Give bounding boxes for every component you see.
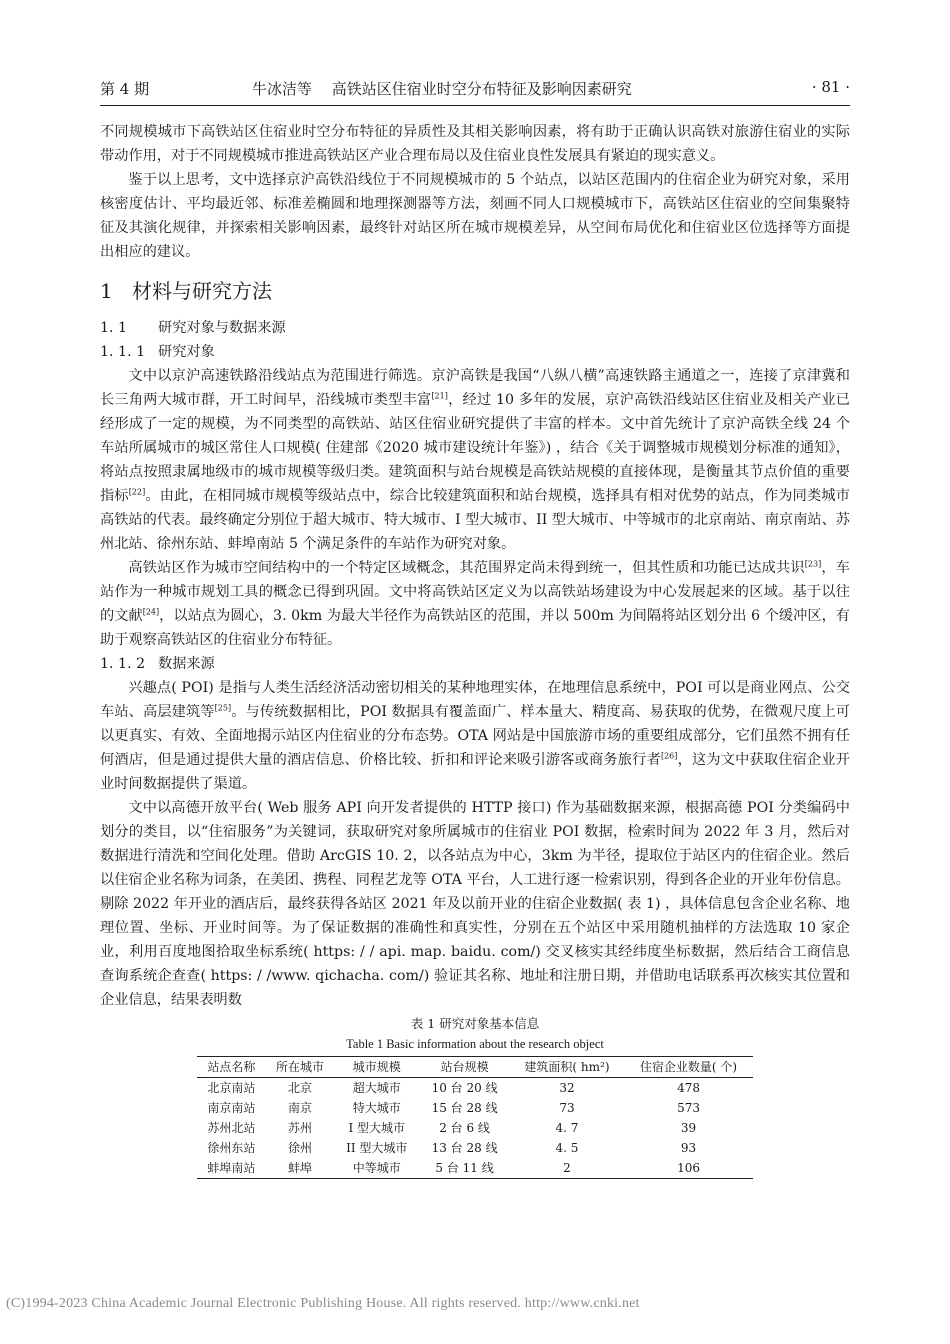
table-cell: 南京 xyxy=(287,1101,312,1115)
table-cell: 徐州东站 xyxy=(207,1141,256,1155)
table-cell: 南京南站 xyxy=(207,1101,256,1115)
table-cell: 北京 xyxy=(287,1081,312,1095)
table-header-cell: 站点名称 xyxy=(197,1057,266,1078)
table-row xyxy=(197,1118,753,1138)
subsection-number: 1. 1. 1 xyxy=(100,344,146,360)
running-title: 牛冰洁等 高铁站区住宿业时空分布特征及影响因素研究 xyxy=(252,80,632,98)
table-cell: 73 xyxy=(559,1101,575,1115)
table-cell: 15 台 28 线 xyxy=(431,1101,498,1115)
table-cell: 特大城市 xyxy=(352,1101,401,1115)
table-cell: 5 台 11 线 xyxy=(419,1158,510,1179)
table-header-row xyxy=(197,1057,753,1078)
table-row xyxy=(197,1098,753,1118)
table-cell: 超大城市 xyxy=(352,1081,401,1095)
table-cell: II 型大城市 xyxy=(346,1141,408,1155)
table-cell: 2 xyxy=(510,1158,624,1179)
citation: [21] xyxy=(431,391,448,401)
section-title: 材料与研究方法 xyxy=(132,279,272,303)
article-body xyxy=(100,120,850,1179)
data-table xyxy=(197,1056,753,1179)
header-rule xyxy=(100,105,850,106)
table-cell: 徐州 xyxy=(287,1141,312,1155)
paragraph-1: 鉴于以上思考，文中选择京沪高铁沿线位于不同规模城市的 5 个站点，以站区范围内的住宿企业为研究对象，采用核密度估计、平均最近邻、标准差椭圆和地理探测器等方法，刻画不同人口规模城市下，高铁站区住宿业的空间集聚特征及其演化规律，并探索相关影响因素，最终针对站区所在城市规模差异，从空间布局优化和住宿业区位选择等方面提出相应的建议。 xyxy=(100,172,850,260)
subsection-title: 研究对象与数据来源 xyxy=(158,320,286,336)
section-heading-1 xyxy=(100,276,850,306)
table-header-cell: 站台规模 xyxy=(419,1057,510,1078)
issue-label: 第 4 期 xyxy=(100,80,150,98)
citation: [26] xyxy=(660,751,678,761)
table-cell: 4. 5 xyxy=(555,1141,579,1155)
table-cell: 苏州北站 xyxy=(207,1121,256,1135)
table-header-cell: 城市规模 xyxy=(334,1057,419,1078)
citation: [22] xyxy=(128,487,146,497)
paragraph-5: 文中以高德开放平台( Web 服务 API 向开发者提供的 HTTP 接口) 作为基础数据来源，根据高德 POI 分类编码中划分的类目，以“住宿服务”为关键词，获取研究对象所属城市的住宿业 POI 数据，检索时间为 2022 年 3 月，然后对数据进行清洗和空间化处理。借助 ArcGIS 10. 2，以各站点为中心，3km 为半径，提取位于站区内的住宿企业。然后以住宿企业名称为词条，在美团、携程、同程艺龙等 OTA 平台，人工进行逐一检索识别，得到各企业的开业年份信息。剔除 2022 年开业的酒店后，最终获得各站区 2021 年及以前开业的住宿企业数据( 表 1) ，具体信息包含企业名称、地理位置、坐标、开业时间等。为了保证数据的准确性和真实性，分别在五个站区中采用随机抽样的方法选取 10 家企业，利用百度地图拾取坐标系统( https: / / api. map. baidu. com/) 交叉核实其经纬度坐标数据，然后结合工商信息查询系统企查查( https: / /www. qichacha. com/) 验证其名称、地址和注册日期，并借助电话联系再次核实其位置和企业信息，结果表明数 xyxy=(100,800,850,1008)
section-number: 1 xyxy=(100,279,113,303)
paragraph-2: 文中以京沪高速铁路沿线站点为范围进行筛选。京沪高铁是我国“八纵八横”高速铁路主通道之一，连接了京津冀和长三角两大城市群，开工时间早，沿线城市类型丰富[21]，经过 10 多年的发展，京沪高铁沿线站区住宿业及相关产业已经形成了一定的规模，为不同类型的高铁站、站区住宿业研究提供了丰富的样本。文中首先统计了京沪高铁全线 24 个车站所属城市的城区常住人口规模( 住建部《2020 城市建设统计年鉴》) ，结合《关于调整城市规模划分标准的通知》，将站点按照隶属地级市的城市规模等级归类。建筑面积与站台规模是高铁站规模的直接体现，是衡量其节点价值的重要指标[22]。由此，在相同城市规模等级站点中，综合比较建筑面积和站台规模，选择具有相对优势的站点，作为同类城市高铁站的代表。最终确定分别位于超大城市、特大城市、I 型大城市、II 型大城市、中等城市的北京南站、南京南站、苏州北站、徐州东站、蚌埠南站 5 个满足条件的车站作为研究对象。 xyxy=(100,368,850,552)
subsection-heading-1-1 xyxy=(100,316,850,340)
table-cell: I 型大城市 xyxy=(348,1121,406,1135)
citation: [24] xyxy=(142,607,160,617)
page-number: · 81 · xyxy=(811,78,850,96)
table-caption-cn: 表 1 研究对象基本信息 xyxy=(410,1016,540,1031)
table-cell: 10 台 20 线 xyxy=(431,1081,498,1095)
table-cell: 106 xyxy=(624,1158,753,1179)
subsection-number: 1. 1 xyxy=(100,320,128,336)
copyright-footer: (C)1994-2023 China Academic Journal Electronic Publishing House. All rights reserved. http://www.cnki.net xyxy=(6,1296,640,1311)
table-cell: 32 xyxy=(559,1081,575,1095)
table-row xyxy=(197,1138,753,1158)
citation: [25] xyxy=(214,703,232,713)
subsection-title: 数据来源 xyxy=(158,656,215,672)
table-cell: 2 台 6 线 xyxy=(439,1121,490,1135)
subsection-heading-1-1-2 xyxy=(100,652,850,676)
table-header-cell: 住宿企业数量( 个) xyxy=(624,1057,753,1078)
table-row xyxy=(197,1078,753,1099)
paragraph-4: 兴趣点( POI) 是指与人类生活经济活动密切相关的某种地理实体，在地理信息系统中，POI 可以是商业网点、公交车站、高层建筑等[25]。与传统数据相比，POI 数据具有覆盖面广、样本量大、精度高、易获取的优势，在微观尺度上可以更真实、有效、全面地揭示站区内住宿业的分布态势。OTA 网站是中国旅游市场的重要组成部分，它们虽然不拥有任何酒店，但是通过提供大量的酒店信息、价格比较、折扣和评论来吸引游客或商务旅行者[26]，这为文中获取住宿企业开业时间数据提供了渠道。 xyxy=(100,680,850,792)
table-header-cell: 建筑面积( hm²) xyxy=(510,1057,624,1078)
table-cell: 4. 7 xyxy=(555,1121,579,1135)
paragraph-0: 不同规模城市下高铁站区住宿业时空分布特征的异质性及其相关影响因素，将有助于正确认识高铁对旅游住宿业的实际带动作用，对于不同规模城市推进高铁站区产业合理布局以及住宿业良性发展具有紧迫的现实意义。 xyxy=(100,124,850,164)
table-cell: 蚌埠 xyxy=(266,1158,335,1179)
running-header xyxy=(100,76,850,100)
subsection-heading-1-1-1 xyxy=(100,340,850,364)
table-cell: 573 xyxy=(677,1101,700,1115)
subsection-title: 研究对象 xyxy=(158,344,215,360)
table-cell: 蚌埠南站 xyxy=(197,1158,266,1179)
table-cell: 中等城市 xyxy=(334,1158,419,1179)
table-cell: 93 xyxy=(680,1141,697,1155)
paragraph-3: 高铁站区作为城市空间结构中的一个特定区域概念，其范围界定尚未得到统一，但其性质和功能已达成共识[23]，车站作为一种城市规划工具的概念已得到巩固。文中将高铁站区定义为以高铁站场建设为中心发展起来的区域。基于以往的文献[24]，以站点为圆心，3. 0km 为最大半径作为高铁站区的范围，并以 500m 为间隔将站区划分出 6 个缓冲区，有助于观察高铁站区的住宿业分布特征。 xyxy=(100,559,850,648)
citation: [23] xyxy=(804,559,822,569)
table-cell: 北京南站 xyxy=(207,1081,256,1095)
table-cell: 39 xyxy=(680,1121,697,1135)
table-header-cell: 所在城市 xyxy=(266,1057,335,1078)
table-caption-en: Table 1 Basic information about the research object xyxy=(346,1037,604,1051)
subsection-number: 1. 1. 2 xyxy=(100,656,146,672)
table-row xyxy=(197,1158,753,1179)
table-cell: 苏州 xyxy=(287,1121,312,1135)
table-cell: 478 xyxy=(677,1081,700,1095)
table-cell: 13 台 28 线 xyxy=(431,1141,498,1155)
